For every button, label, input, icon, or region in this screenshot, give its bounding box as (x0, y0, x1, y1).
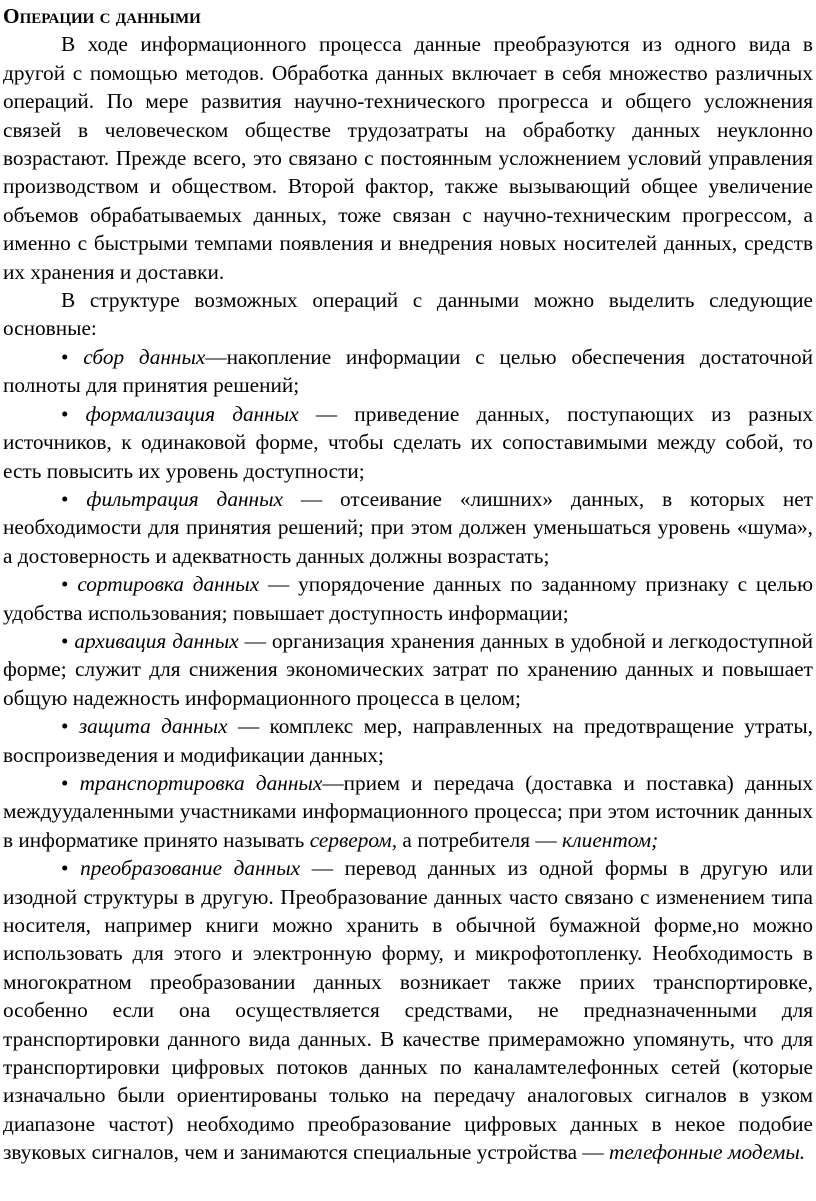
list-item-transport (3, 769, 813, 854)
definition-filtering: — отсеивание «лишних» данных, в которых нет необходимости для принятия решений; при этом должен уменьшаться уровень «шума», а достоверность и адекватность данных должны возрастать; (3, 486, 813, 568)
term-transform: преобразование данных (80, 856, 301, 881)
list-item-collection (3, 343, 813, 400)
term-sorting: сортировка данных (77, 572, 260, 597)
term-protection: защита данных (78, 714, 228, 739)
definition-transport-part2: а потребителя — (397, 827, 562, 852)
definition-transport-part1: —прием и передача (доставка и поставка) данных междуудаленными участниками информационного процесса; при этом источник данных в информатике принято называть (3, 770, 814, 852)
list-item-formalization (3, 400, 813, 485)
section-title: Операции с данными (3, 4, 201, 28)
bullet-icon: • (61, 486, 69, 511)
definition-protection: — комплекс мер, направленных на предотвращение утраты, воспроизведения и модификации данных; (3, 714, 813, 767)
term-formalization: формализация данных (85, 401, 299, 426)
definition-archiving: — организация хранения данных в удобной и легкодоступной форме; служит для снижения экономических затрат по хранению данных и повышает общую надежность информационного процесса в целом; (3, 628, 813, 710)
intro-paragraph: В ходе информационного процесса данные преобразуются из одного вида в другой с помощью методов. Обработка данных включает в себя множество различных операций. По мере развития научно-технического прогресса и общего усложнения связей в человеческом обществе трудозатраты на обработку данных неуклонно возрастают. Прежде всего, это связано с постоянным усложнением условий управления производством и обществом. Второй фактор, также вызывающий общее увеличение объемов обрабатываемых данных, тоже связан с научно-техническим прогрессом, а именно с быстрыми темпами появления и внедрения новых носителей данных, средств их хранения и доставки. (3, 32, 813, 284)
list-item-filtering (3, 485, 813, 570)
list-item-sorting (3, 570, 813, 627)
structure-paragraph: В структуре возможных операций с данными можно выделить следующие основные: (3, 288, 813, 341)
bullet-icon: • (61, 770, 69, 795)
term-transport: транспортировка данных (79, 770, 323, 795)
document-page (3, 2, 813, 1167)
definition-sorting: — упорядочение данных по заданному признаку с целью удобства использования; повышает доступность информации; (3, 572, 813, 625)
term-archiving: архивация данных (74, 628, 239, 653)
term-server: сервером, (309, 827, 398, 852)
term-filtering: фильтрация данных (86, 486, 283, 511)
bullet-icon: • (61, 344, 69, 369)
bullet-icon: • (61, 856, 69, 881)
bullet-icon: • (61, 628, 69, 653)
definition-collection: —накопление информации с целью обеспечения достаточной полноты для принятия решений; (3, 344, 814, 398)
list-item-transform (3, 854, 813, 1166)
bullet-icon: • (61, 714, 69, 739)
bullet-icon: • (61, 401, 69, 426)
term-client: клиентом; (562, 827, 659, 852)
term-collection: сбор данных (83, 344, 206, 369)
list-item-archiving (3, 627, 813, 712)
term-modems: телефонные модемы. (609, 1140, 806, 1165)
definition-formalization: — приведение данных, поступающих из разных источников, к одинаковой форме, чтобы сделать их сопоставимыми между собой, то есть повысить их уровень доступности; (3, 401, 814, 483)
bullet-icon: • (61, 572, 69, 597)
definition-transform: — перевод данных из одной формы в другую или изодной структуры в другую. Преобразование данных часто связано с изменением типа носителя, например книги можно хранить в обычной бумажной форме,но можно использовать для этого и электронную форму, и микрофотопленку. Необходимость в многократном преобразовании данных возникает также приих транспортировке, особенно если она осуществляется средствами, не предназначенными для транспортировки данного вида данных. В качестве примераможно упомянуть, что для транспортировки цифровых потоков данных по каналамтелефонных сетей (которые изначально были ориентированы только на передачу аналоговых сигналов в узком диапазоне частот) необходимо преобразование цифровых данных в некое подобие звуковых сигналов, чем и занимаются специальные устройства — (3, 856, 814, 1165)
list-item-protection (3, 712, 813, 769)
